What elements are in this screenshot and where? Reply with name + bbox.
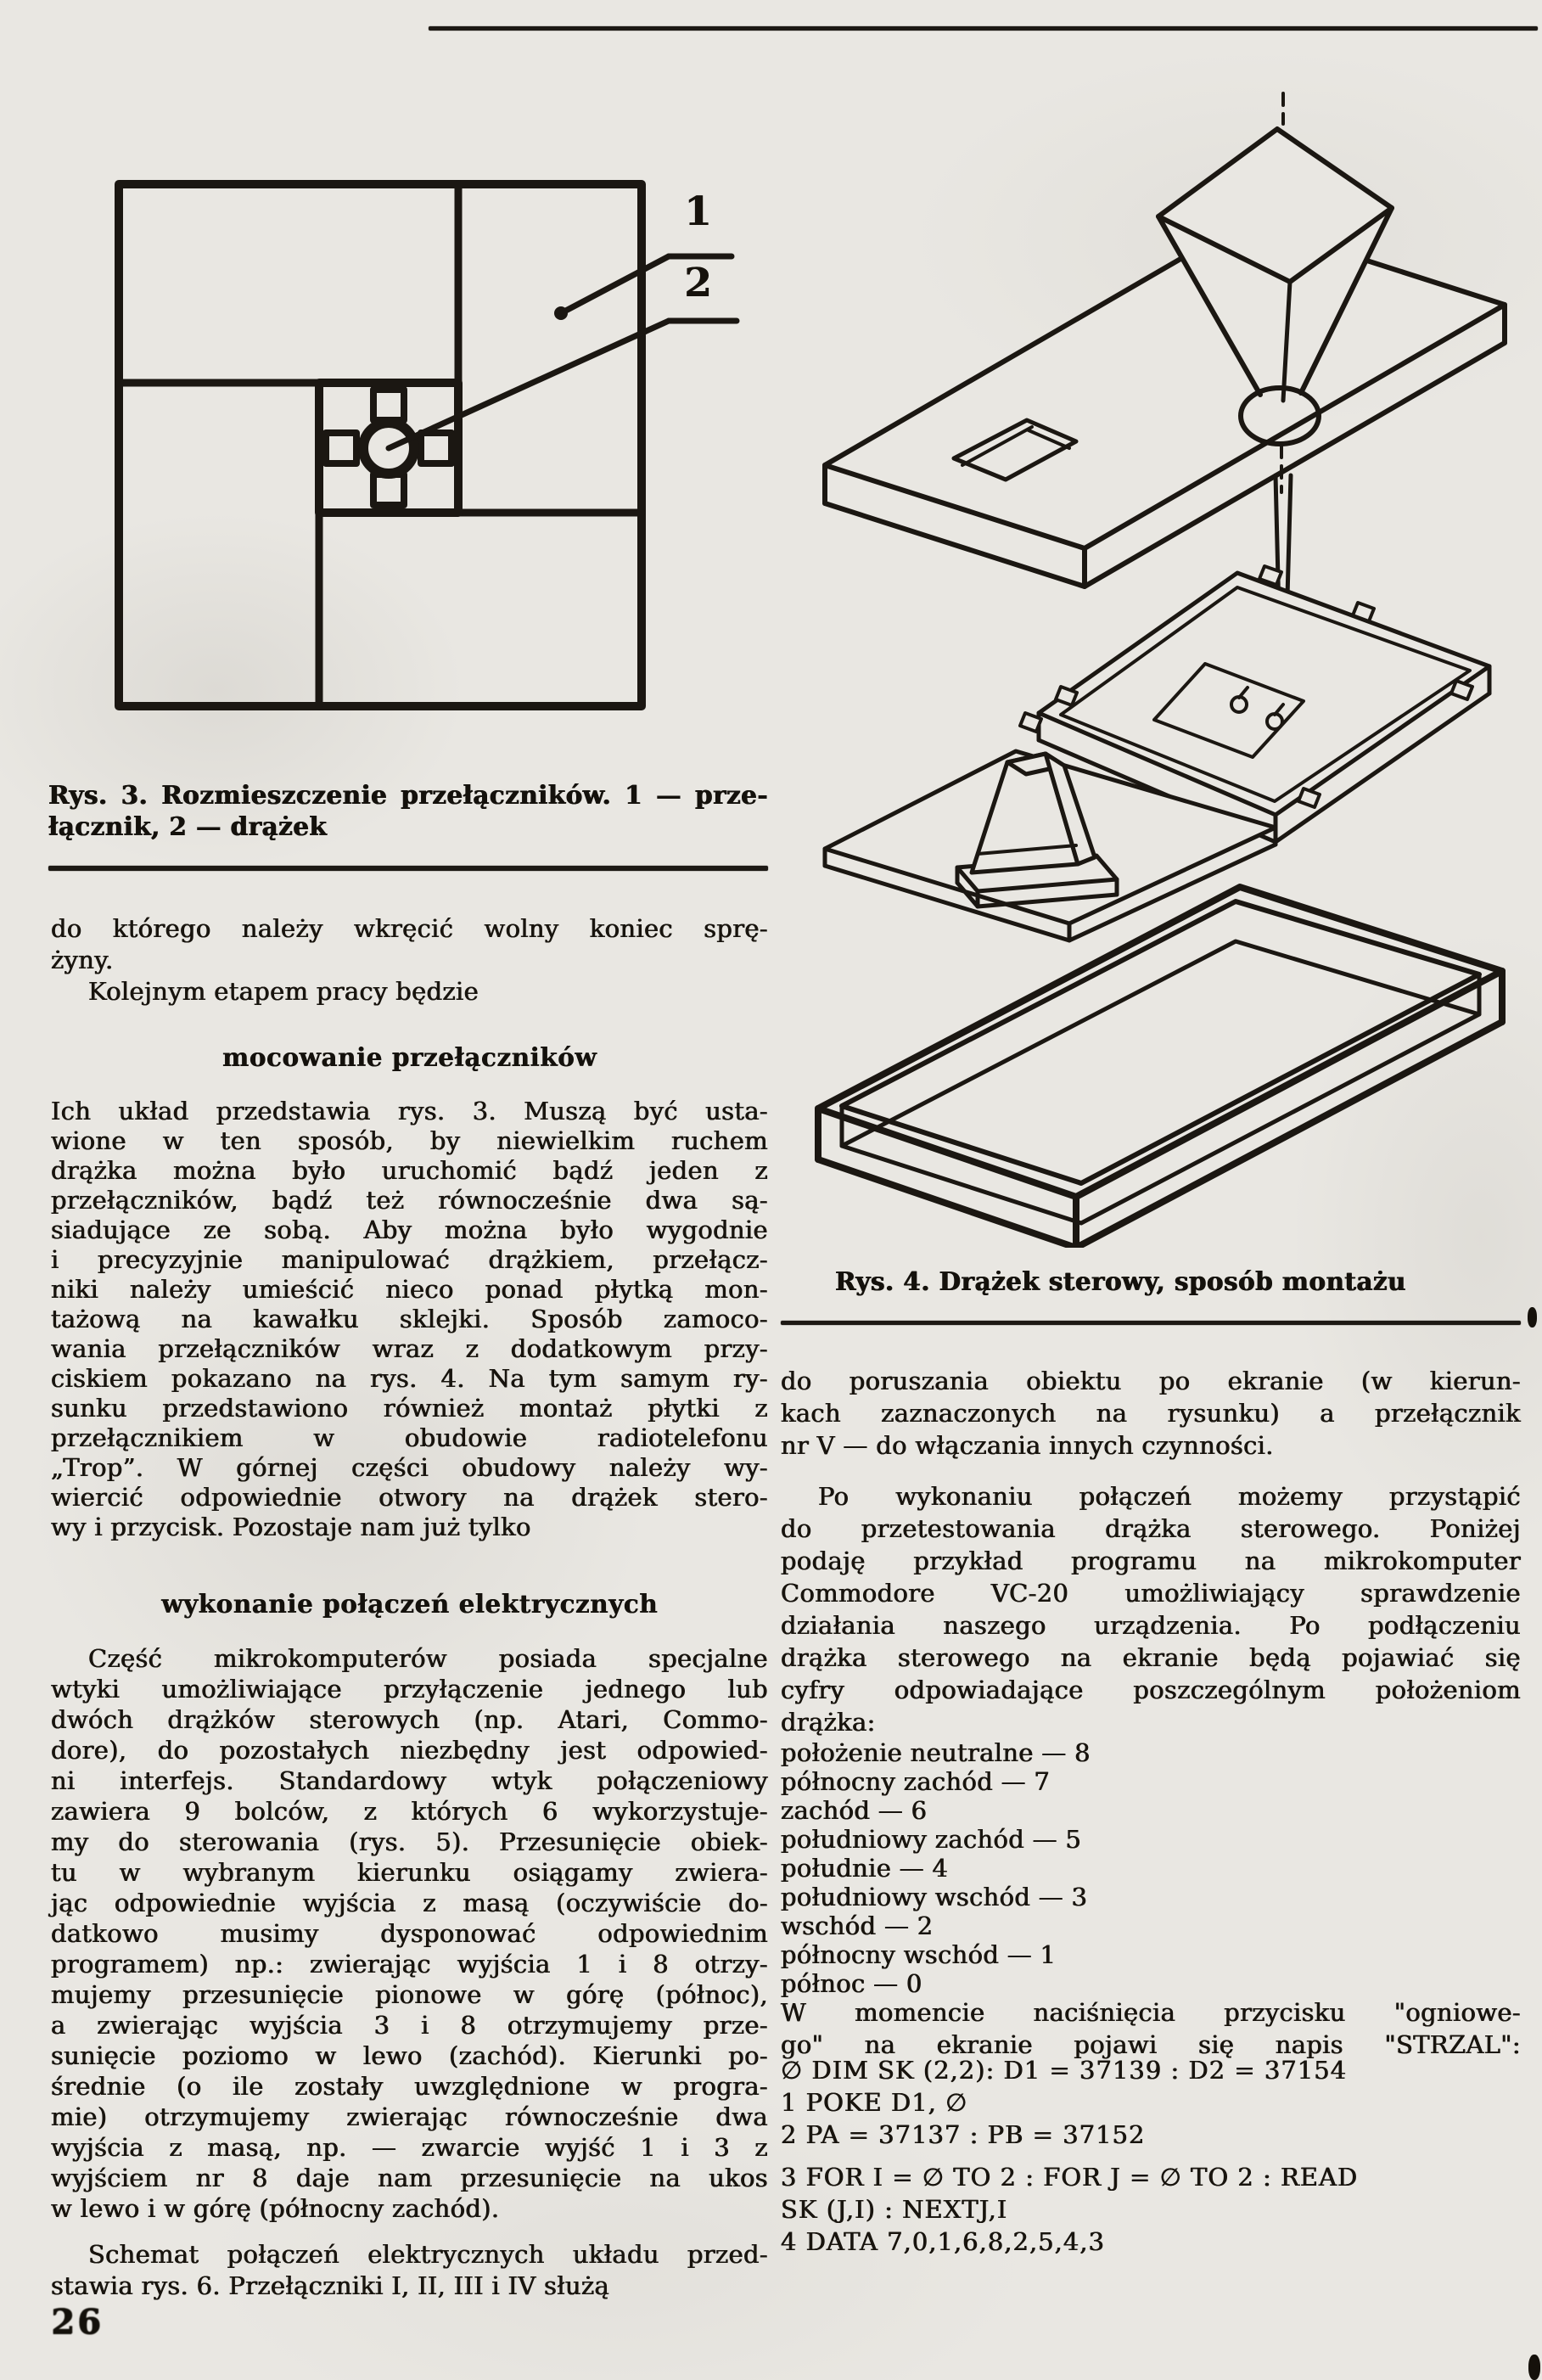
basic-program-listing: [781, 2054, 1536, 2258]
text-line: działania naszego urządzenia. Po podłączeniu: [781, 1611, 1521, 1640]
paragraph-next-step: [51, 976, 768, 1008]
text-line: programem) np.: zwierając wyjścia 1 i 8 otrzy-: [51, 1950, 768, 1979]
left-column-rule: [48, 866, 768, 871]
code-line: 2 PA = 37137 : PB = 37152: [781, 2120, 1146, 2149]
text-line: drążka:: [781, 1708, 876, 1737]
text-line: siadujące ze sobą. Aby można było wygodnie: [51, 1215, 768, 1244]
fig3-switch-east: [421, 433, 451, 463]
position-line: wschód — 2: [781, 1911, 934, 1940]
text-line: nr V — do włączania innych czynności.: [781, 1431, 1274, 1460]
text-line: w lewo i w górę (północny zachód).: [51, 2194, 500, 2223]
stick-position-list: [781, 1738, 1521, 1998]
text-line: zawiera 9 bolców, z których 6 wykorzystuje-: [51, 1797, 768, 1826]
page-number: 26: [51, 2302, 104, 2342]
fig4-caption: Rys. 4. Drążek sterowy, sposób montażu: [835, 1266, 1406, 1296]
top-rule: [429, 26, 1538, 31]
code-line: 3 FOR I = ∅ TO 2 : FOR J = ∅ TO 2 : READ: [781, 2163, 1359, 2192]
fig4-housing-tray: [818, 887, 1502, 1248]
paragraph-mounting: [51, 1097, 768, 1542]
code-line: ∅ DIM SK (2,2): D1 = 37139 : D2 = 37154: [781, 2056, 1348, 2085]
caption-line: łącznik, 2 — drążek: [48, 811, 328, 841]
text-line: go" na ekranie pojawi się napis "STRZAL":: [781, 2030, 1521, 2059]
text-line: niki należy umieścić nieco ponad płytką mon-: [51, 1275, 768, 1304]
text-line: wy i przycisk. Pozostaje nam już tylko: [51, 1513, 531, 1541]
text-line: tu w wybranym kierunku osiągamy zwiera-: [51, 1858, 768, 1887]
position-line: południowy wschód — 3: [781, 1883, 1088, 1911]
text-line: kach zaznaczonych na rysunku) a przełącznik: [781, 1399, 1521, 1428]
text-line: jąc odpowiednie wyjścia z masą (oczywiście do-: [51, 1889, 768, 1917]
text-line: Część mikrokomputerów posiada specjalne: [88, 1644, 768, 1673]
text-line: Schemat połączeń elektrycznych układu przed-: [88, 2240, 768, 2269]
fig3-switch-south: [373, 474, 404, 505]
text-line: my do sterowania (rys. 5). Przesunięcie obiek-: [51, 1827, 768, 1856]
position-line: północ — 0: [781, 1969, 922, 1998]
text-line: wyjściem nr 8 daje nam przesunięcie na ukos: [51, 2164, 768, 2192]
text-line: ni interfejs. Standardowy wtyk połączeniowy: [51, 1766, 768, 1795]
text-line: a zwierając wyjścia 3 i 8 otrzymujemy prze-: [51, 2011, 768, 2040]
paragraph-testing: [781, 1480, 1521, 1738]
text-line: żyny.: [51, 946, 114, 974]
text-line: tażową na kawałku sklejki. Sposób zamoco-: [51, 1305, 768, 1333]
fig3-caption: [48, 779, 768, 842]
text-line: stawia rys. 6. Przełączniki I, II, III i IV służą: [51, 2271, 610, 2300]
position-line: położenie neutralne — 8: [781, 1738, 1091, 1767]
paragraph-schematic: [51, 2239, 768, 2302]
text-line: Ich układ przedstawia rys. 3. Muszą być usta-: [51, 1097, 768, 1125]
text-line: Kolejnym etapem pracy będzie: [88, 977, 479, 1006]
text-line: drążka sterowego na ekranie będą pojawiać się: [781, 1643, 1521, 1672]
text-line: wiercić odpowiednie otwory na drążek stero-: [51, 1483, 768, 1512]
text-line: dwóch drążków sterowych (np. Atari, Commo-: [51, 1705, 768, 1734]
position-line: południowy zachód — 5: [781, 1825, 1082, 1854]
caption-line: Rys. 3. Rozmieszczenie przełączników. 1 — prze-: [48, 780, 768, 810]
right-column-rule: [781, 1321, 1521, 1325]
fig3-callout-2: 2: [684, 260, 712, 306]
text-line: sunięcie poziomo w lewo (zachód). Kierunki po-: [51, 2041, 768, 2070]
text-line: wyjścia z masą, np. — zwarcie wyjść 1 i 3 z: [51, 2133, 768, 2162]
text-line: wione w ten sposób, by niewielkim ruchem: [51, 1126, 768, 1155]
fig4-diagram: [764, 51, 1542, 1248]
text-line: datkowo musimy dysponować odpowiednim: [51, 1919, 768, 1948]
heading-mounting: mocowanie przełączników: [221, 1042, 597, 1072]
text-line: do poruszania obiektu po ekranie (w kierun-: [781, 1367, 1521, 1395]
code-line: 1 POKE D1, ∅: [781, 2088, 968, 2117]
text-line: Commodore VC-20 umożliwiający sprawdzenie: [781, 1579, 1521, 1608]
position-line: północny wschód — 1: [781, 1940, 1057, 1969]
text-line: Po wykonaniu połączeń możemy przystąpić: [818, 1482, 1521, 1511]
fig3-diagram: [51, 119, 768, 751]
text-line: średnie (o ile zostały uwzględnione w progra-: [51, 2072, 768, 2101]
fig3-leader-1: [561, 256, 669, 313]
text-line: drążka można było uruchomić bądź jeden z: [51, 1156, 768, 1185]
text-line: do przetestowania drążka sterowego. Poniżej: [781, 1514, 1521, 1543]
scan-artifact: [1528, 1307, 1537, 1328]
text-line: mie) otrzymujemy zwierając równocześnie dwa: [51, 2102, 768, 2131]
fig3-callout-1: 1: [684, 188, 712, 235]
text-line: i precyzyjnie manipulować drążkiem, przełącz-: [51, 1245, 768, 1274]
text-line: mujemy przesunięcie pionowe w górę (północ),: [51, 1980, 768, 2009]
text-line: ciskiem pokazano na rys. 4. Na tym samym ry-: [51, 1364, 768, 1393]
text-line: podaję przykład programu na mikrokomputer: [781, 1546, 1521, 1575]
position-line: północny zachód — 7: [781, 1767, 1051, 1796]
fig3-switch-north: [373, 390, 404, 420]
position-line: południe — 4: [781, 1854, 949, 1883]
text-line: „Trop”. W górnej części obudowy należy wy-: [51, 1453, 768, 1482]
text-line: sunku przedstawiono również montaż płytki z: [51, 1394, 768, 1423]
code-line: SK (J,I) : NEXTJ,I: [781, 2195, 1008, 2224]
text-line: wtyki umożliwiające przyłączenie jednego lub: [51, 1675, 768, 1704]
text-line: przełączników, bądź też równocześnie dwa są-: [51, 1186, 768, 1215]
text-line: cyfry odpowiadające poszczególnym położeniom: [781, 1676, 1521, 1704]
paragraph-directions: [781, 1365, 1521, 1462]
text-line: przełącznikiem w obudowie radiotelefonu: [51, 1423, 768, 1452]
fig3-outer-square: [119, 184, 642, 706]
paragraph-fire-button: [781, 1996, 1521, 2061]
scan-artifact: [1528, 2355, 1540, 2380]
text-line: W momencie naciśnięcia przycisku "ogniowe-: [781, 1998, 1521, 2027]
position-line: zachód — 6: [781, 1796, 928, 1825]
code-line: 4 DATA 7,0,1,6,8,2,5,4,3: [781, 2227, 1105, 2256]
paragraph-spring: [51, 913, 768, 976]
fig4-top-plate: [825, 222, 1505, 587]
fig3-switch-west: [326, 433, 356, 463]
text-line: dore), do pozostałych niezbędny jest odpowied-: [51, 1736, 768, 1765]
text-line: do którego należy wkręcić wolny koniec sprę-: [51, 914, 768, 943]
heading-connections: wykonanie połączeń elektrycznych: [160, 1589, 659, 1619]
paragraph-connections: [51, 1643, 768, 2224]
text-line: wania przełączników wraz z dodatkowym przy-: [51, 1334, 768, 1363]
